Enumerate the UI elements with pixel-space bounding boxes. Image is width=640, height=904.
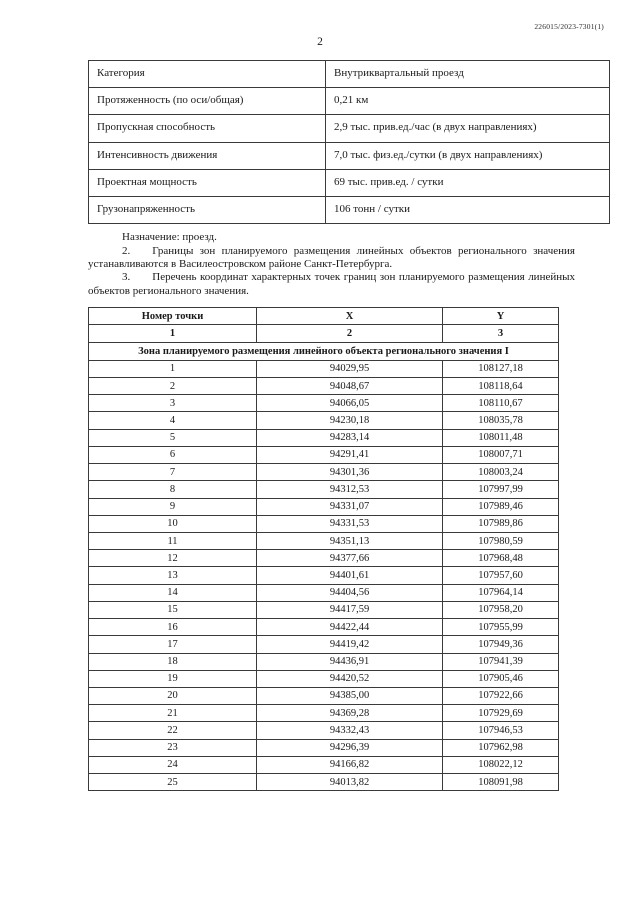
point-number: 1 xyxy=(89,360,257,377)
point-x: 94283,14 xyxy=(257,429,443,446)
point-x: 94417,59 xyxy=(257,601,443,618)
point-y: 107980,59 xyxy=(443,533,559,550)
point-number: 19 xyxy=(89,670,257,687)
table-row xyxy=(89,464,559,481)
point-number: 15 xyxy=(89,601,257,618)
specification-table xyxy=(88,60,610,224)
table-row xyxy=(89,756,559,773)
column-number-2: 2 xyxy=(257,325,443,342)
point-y: 107997,99 xyxy=(443,481,559,498)
table-row xyxy=(89,498,559,515)
spec-label: Протяженность (по оси/общая) xyxy=(89,88,326,115)
point-number: 8 xyxy=(89,481,257,498)
table-row xyxy=(89,115,610,142)
point-number: 9 xyxy=(89,498,257,515)
zone-caption-row xyxy=(89,342,559,360)
item-3-paragraph xyxy=(88,271,575,298)
table-row xyxy=(89,481,559,498)
item-2-number: 2. xyxy=(122,244,131,257)
table-row xyxy=(89,653,559,670)
point-y: 108003,24 xyxy=(443,464,559,481)
spec-value: 106 тонн / сутки xyxy=(326,196,610,223)
spec-label: Категория xyxy=(89,61,326,88)
point-y: 107946,53 xyxy=(443,722,559,739)
point-number: 11 xyxy=(89,533,257,550)
purpose-paragraph: Назначение: проезд. xyxy=(122,231,217,244)
point-number: 25 xyxy=(89,774,257,791)
table-row xyxy=(89,774,559,791)
point-y: 108011,48 xyxy=(443,429,559,446)
table-row xyxy=(89,739,559,756)
point-y: 107929,69 xyxy=(443,705,559,722)
point-number: 3 xyxy=(89,395,257,412)
point-number: 10 xyxy=(89,515,257,532)
spec-label: Пропускная способность xyxy=(89,115,326,142)
table-row xyxy=(89,550,559,567)
coordinates-table xyxy=(88,307,559,791)
point-x: 94029,95 xyxy=(257,360,443,377)
point-number: 14 xyxy=(89,584,257,601)
point-number: 20 xyxy=(89,687,257,704)
item-2-paragraph xyxy=(88,245,575,272)
column-number-3: 3 xyxy=(443,325,559,342)
point-x: 94291,41 xyxy=(257,446,443,463)
point-number: 21 xyxy=(89,705,257,722)
coordinates-table-head xyxy=(89,308,559,361)
column-header-point-number: Номер точки xyxy=(89,308,257,325)
point-y: 107949,36 xyxy=(443,636,559,653)
document-stamp: 226015/2023-7301(1) xyxy=(534,22,604,31)
coordinates-table-body xyxy=(89,360,559,790)
spec-value: 0,21 км xyxy=(326,88,610,115)
column-number-row xyxy=(89,325,559,342)
spec-value: 2,9 тыс. прив.ед./час (в двух направлениях) xyxy=(326,115,610,142)
table-row xyxy=(89,601,559,618)
table-row xyxy=(89,722,559,739)
point-y: 108118,64 xyxy=(443,378,559,395)
point-number: 12 xyxy=(89,550,257,567)
point-y: 107922,66 xyxy=(443,687,559,704)
point-number: 6 xyxy=(89,446,257,463)
point-number: 7 xyxy=(89,464,257,481)
point-x: 94401,61 xyxy=(257,567,443,584)
column-header-x: X xyxy=(257,308,443,325)
spec-label: Интенсивность движения xyxy=(89,142,326,169)
spec-value: 69 тыс. прив.ед. / сутки xyxy=(326,169,610,196)
point-number: 13 xyxy=(89,567,257,584)
table-row xyxy=(89,515,559,532)
spec-label: Грузонапряженность xyxy=(89,196,326,223)
spec-value: Внутриквартальный проезд xyxy=(326,61,610,88)
point-y: 108127,18 xyxy=(443,360,559,377)
table-row xyxy=(89,61,610,88)
table-row xyxy=(89,360,559,377)
point-number: 2 xyxy=(89,378,257,395)
point-y: 107957,60 xyxy=(443,567,559,584)
point-x: 94301,36 xyxy=(257,464,443,481)
point-y: 108110,67 xyxy=(443,395,559,412)
point-x: 94048,67 xyxy=(257,378,443,395)
point-number: 17 xyxy=(89,636,257,653)
table-row xyxy=(89,446,559,463)
document-content xyxy=(88,60,575,791)
point-y: 107958,20 xyxy=(443,601,559,618)
table-row xyxy=(89,705,559,722)
point-x: 94230,18 xyxy=(257,412,443,429)
table-row xyxy=(89,584,559,601)
table-header-row xyxy=(89,308,559,325)
table-row xyxy=(89,429,559,446)
point-y: 107968,48 xyxy=(443,550,559,567)
point-x: 94013,82 xyxy=(257,774,443,791)
table-row xyxy=(89,670,559,687)
table-row xyxy=(89,395,559,412)
point-y: 107964,14 xyxy=(443,584,559,601)
table-row xyxy=(89,687,559,704)
table-row xyxy=(89,636,559,653)
table-row xyxy=(89,169,610,196)
point-x: 94166,82 xyxy=(257,756,443,773)
point-x: 94422,44 xyxy=(257,619,443,636)
point-x: 94066,05 xyxy=(257,395,443,412)
table-row xyxy=(89,142,610,169)
point-y: 107989,86 xyxy=(443,515,559,532)
point-x: 94377,66 xyxy=(257,550,443,567)
point-x: 94331,53 xyxy=(257,515,443,532)
point-number: 23 xyxy=(89,739,257,756)
point-y: 107962,98 xyxy=(443,739,559,756)
point-x: 94296,39 xyxy=(257,739,443,756)
point-y: 107905,46 xyxy=(443,670,559,687)
point-x: 94385,00 xyxy=(257,687,443,704)
table-row xyxy=(89,88,610,115)
column-number-1: 1 xyxy=(89,325,257,342)
page-number: 2 xyxy=(317,36,323,48)
coordinates-table-wrapper xyxy=(88,307,558,791)
point-y: 108022,12 xyxy=(443,756,559,773)
point-x: 94419,42 xyxy=(257,636,443,653)
point-x: 94312,53 xyxy=(257,481,443,498)
item-3-number: 3. xyxy=(122,271,131,284)
point-x: 94404,56 xyxy=(257,584,443,601)
body-text-block xyxy=(88,231,575,298)
point-number: 16 xyxy=(89,619,257,636)
specification-table-body xyxy=(89,61,610,224)
table-row xyxy=(89,378,559,395)
point-x: 94331,07 xyxy=(257,498,443,515)
point-number: 22 xyxy=(89,722,257,739)
item-3-text: Перечень координат характерных точек границ зон планируемого размещения линейных объектов регионального значения. xyxy=(88,271,575,297)
spec-label: Проектная мощность xyxy=(89,169,326,196)
point-x: 94369,28 xyxy=(257,705,443,722)
point-number: 18 xyxy=(89,653,257,670)
point-y: 107989,46 xyxy=(443,498,559,515)
zone-caption: Зона планируемого размещения линейного объекта регионального значения I xyxy=(89,342,559,360)
point-y: 107941,39 xyxy=(443,653,559,670)
point-y: 108091,98 xyxy=(443,774,559,791)
point-x: 94436,91 xyxy=(257,653,443,670)
point-number: 24 xyxy=(89,756,257,773)
item-2-text: Границы зон планируемого размещения линейных объектов регионального значения устанавливаются в Василеостровском районе Санкт-Петербурга. xyxy=(88,244,575,270)
table-row xyxy=(89,412,559,429)
point-number: 5 xyxy=(89,429,257,446)
point-x: 94351,13 xyxy=(257,533,443,550)
point-x: 94332,43 xyxy=(257,722,443,739)
point-y: 108035,78 xyxy=(443,412,559,429)
point-x: 94420,52 xyxy=(257,670,443,687)
point-y: 107955,99 xyxy=(443,619,559,636)
point-y: 108007,71 xyxy=(443,446,559,463)
column-header-y: Y xyxy=(443,308,559,325)
table-row xyxy=(89,196,610,223)
spec-value: 7,0 тыс. физ.ед./сутки (в двух направлениях) xyxy=(326,142,610,169)
point-number: 4 xyxy=(89,412,257,429)
table-row xyxy=(89,619,559,636)
table-row xyxy=(89,567,559,584)
table-row xyxy=(89,533,559,550)
